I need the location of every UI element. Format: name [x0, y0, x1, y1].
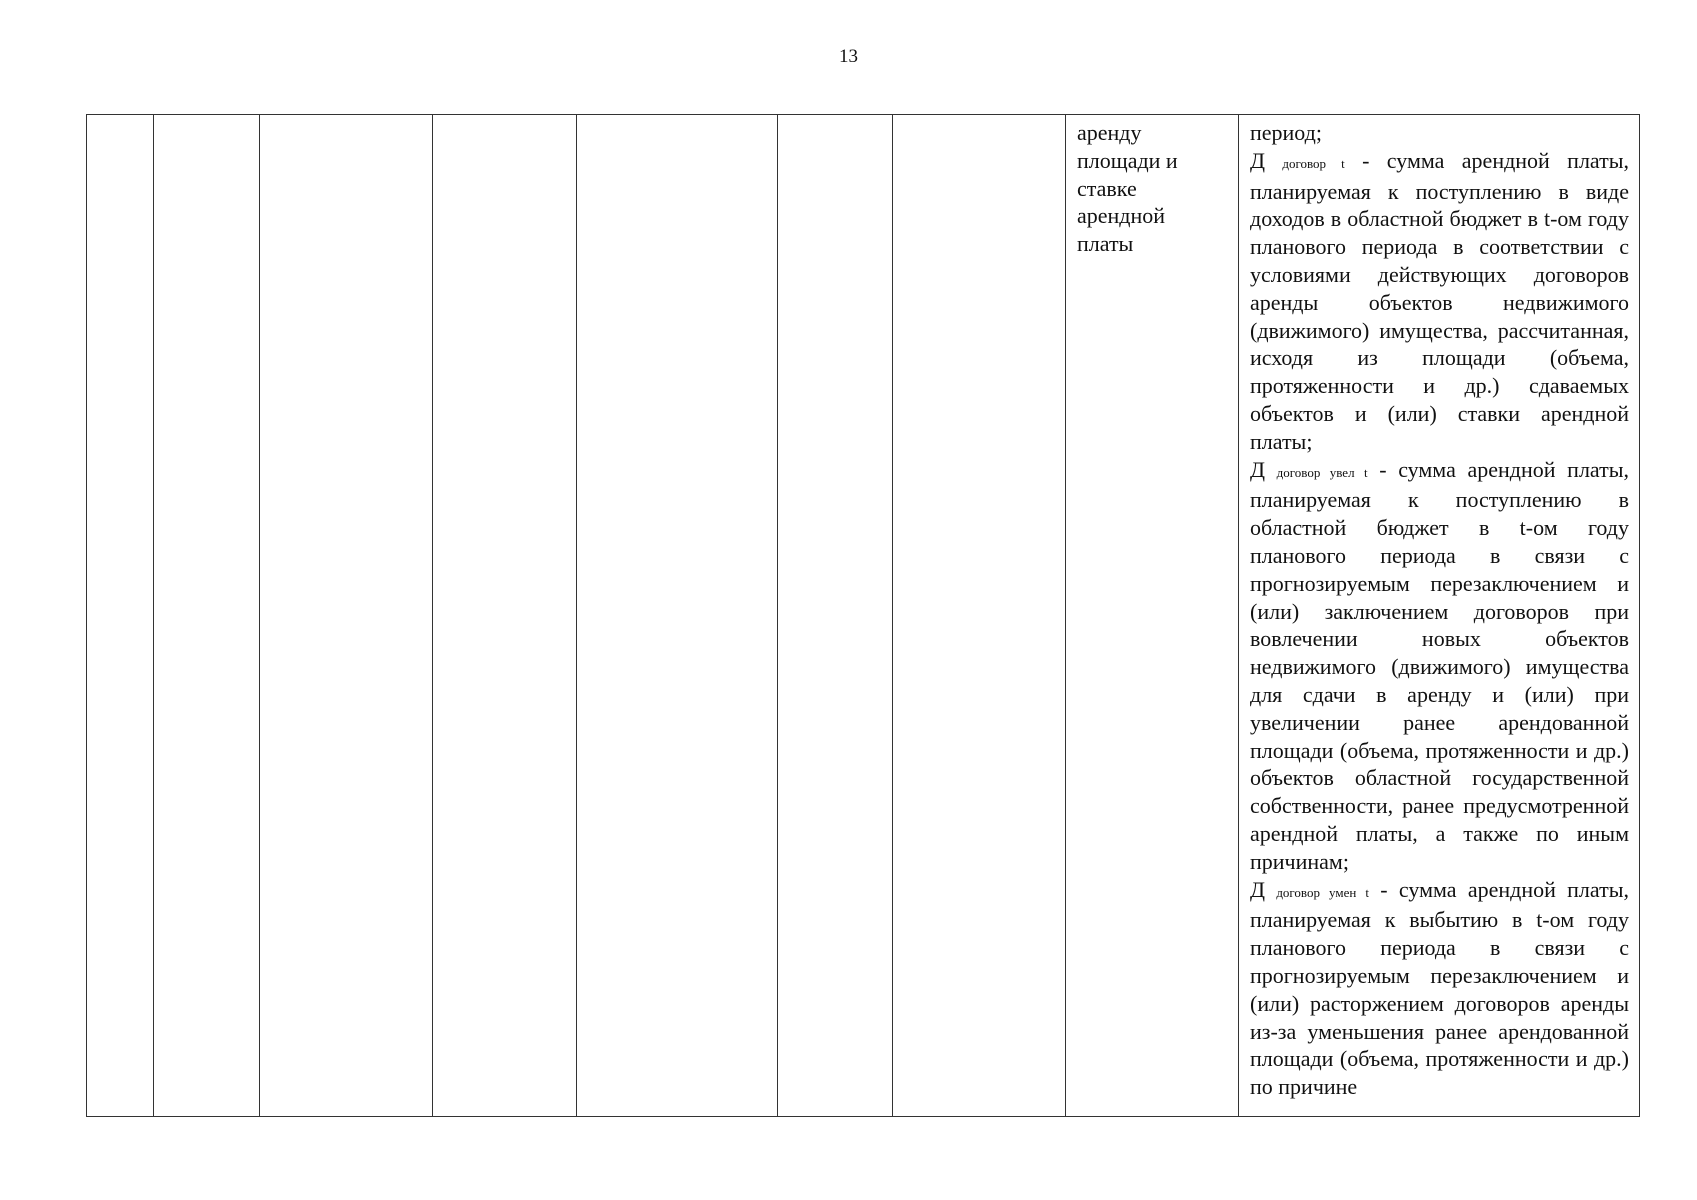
cell-line: ставке [1077, 175, 1137, 201]
cell-line: платы [1077, 231, 1134, 257]
formula-symbol: Д [1250, 147, 1266, 173]
table-cell-col8 [1066, 115, 1239, 1117]
page-number: 13 [839, 46, 858, 67]
formula-subscript: договор умен t [1276, 884, 1369, 900]
table-cell-col3 [260, 115, 433, 1117]
table-cell-col9 [1239, 115, 1640, 1117]
paragraph-text: - сумма арендной платы, планируемая к поступлению в областной бюджет в t-ом году планового периода в связи с прогнозируемым перезаключением и (или) заключением договоров при вовлечении новых объектов недвижимого (движимого) имущества для сдачи в аренду и (или) при увеличении ранее арендованной площади (объема, протяженности и др.) объектов областной государственной собственности, ранее предусмотренной арендной платы, а также по иным причинам; [1250, 456, 1630, 874]
table-cell-col4 [433, 115, 577, 1117]
formula-subscript: договор увел t [1276, 464, 1368, 480]
formula-symbol: Д [1250, 876, 1266, 902]
cell-line: площади и [1077, 147, 1178, 173]
table-cell-col7 [893, 115, 1066, 1117]
paragraph-d-dogovor [1250, 147, 1629, 456]
formula-symbol: Д [1250, 456, 1266, 482]
table-cell-col2 [154, 115, 260, 1117]
paragraph-text: - сумма арендной платы, планируемая к поступлению в виде доходов в областной бюджет в t-ом году планового периода в соответствии с условиями действующих договоров аренды объектов недвижимого (движимого) имущества, рассчитанная, исходя из площади (объема, протяженности и др.) сдаваемых объектов и (или) ставки арендной платы; [1250, 147, 1630, 454]
formula-subscript: договор t [1282, 155, 1345, 171]
table-cell-col5 [577, 115, 778, 1117]
paragraph-d-dogovor-umen [1250, 876, 1629, 1101]
paragraph-d-dogovor-uvel [1250, 456, 1629, 876]
paragraph-period: период; [1250, 120, 1322, 145]
table-cell-col1 [87, 115, 154, 1117]
paragraph-text: - сумма арендной платы, планируемая к выбытию в t-ом году планового периода в связи с прогнозируемым перезаключением и (или) расторжением договоров аренды из-за уменьшения ранее арендованной площади (объема, протяженности и др.) по причине [1250, 876, 1629, 1100]
table-row [87, 115, 1640, 1117]
cell-line: арендной [1077, 203, 1166, 229]
table-cell-col6 [778, 115, 893, 1117]
document-table [86, 114, 1640, 1117]
cell-line: аренду [1077, 120, 1142, 145]
